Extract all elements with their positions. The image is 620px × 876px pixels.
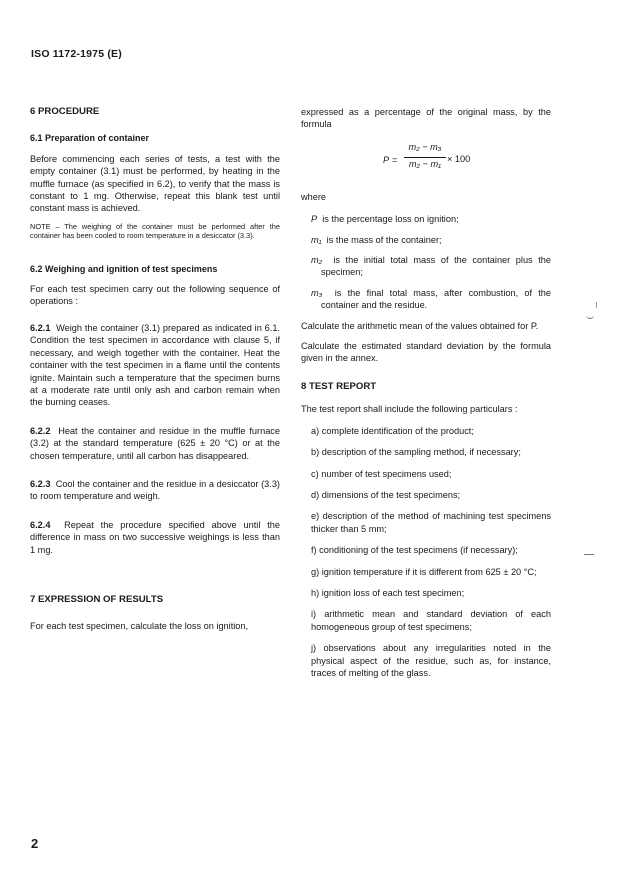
section-6-2-3-number: 6.2.3 bbox=[30, 478, 51, 489]
section-6-2-text: For each test specimen carry out the following sequence of operations : bbox=[30, 284, 280, 307]
section-6-2-3-text: Cool the container and the residue in a desiccator (3.3) to room temperature and weigh. bbox=[30, 478, 280, 502]
definition-symbol: m₂ bbox=[311, 255, 323, 266]
definition-symbol: m₃ bbox=[311, 287, 323, 298]
document-header: ISO 1172-1975 (E) bbox=[31, 48, 122, 60]
section-6-2-1-text: Weigh the container (3.1) prepared as indicated in 6.1. Condition the test specimen in accordance with clause 5, if necessary, and weigh together with the container. Heat the container with the test specimen in a flame until the contents ignite. Maintain such a temperature that the specimen burns at a moderate rate until only ash and carbon remain when the burning ceases. bbox=[30, 322, 280, 408]
section-6-1-note: NOTE – The weighing of the container must be performed after the container has been cooled to room temperature in a desiccator (3.3). bbox=[30, 221, 280, 241]
list-item: d) dimensions of the test specimens; bbox=[311, 489, 461, 500]
list-item: a) complete identification of the product; bbox=[311, 425, 474, 436]
left-column bbox=[30, 106, 280, 633]
section-6-2-4 bbox=[30, 519, 280, 556]
section-6-2-4-number: 6.2.4 bbox=[30, 519, 51, 530]
list-item: b) description of the sampling method, if necessary; bbox=[311, 447, 521, 458]
calculate-standard-deviation: Calculate the estimated standard deviation by the formula given in the annex. bbox=[301, 341, 551, 364]
definition-m2 bbox=[311, 254, 551, 279]
list-item: e) description of the method of machining test specimens thicker than 5 mm; bbox=[311, 511, 551, 534]
calculate-mean: Calculate the arithmetic mean of the values obtained for P. bbox=[301, 320, 539, 331]
report-items-list bbox=[301, 425, 551, 680]
list-item: i) arithmetic mean and standard deviation of each homogeneous group of test specimens; bbox=[311, 609, 551, 632]
section-8-intro: The test report shall include the following particulars : bbox=[301, 404, 518, 415]
formula-denominator: m₂ − m₁ bbox=[408, 158, 442, 169]
section-8-title: 8 TEST REPORT bbox=[301, 380, 377, 392]
right-column bbox=[301, 106, 551, 688]
formula-multiplier: × 100 bbox=[447, 153, 471, 164]
definition-p bbox=[311, 213, 551, 225]
formula-equals: = bbox=[392, 154, 398, 165]
definition-symbol: m₁ bbox=[311, 234, 322, 245]
section-6-2-1 bbox=[30, 322, 280, 409]
list-item: c) number of test specimens used; bbox=[311, 468, 452, 479]
section-6-title: 6 PROCEDURE bbox=[30, 106, 100, 117]
page-number: 2 bbox=[31, 836, 39, 851]
where-label: where bbox=[301, 191, 327, 202]
definition-symbol: P bbox=[311, 214, 318, 225]
scan-artifact-tick bbox=[596, 302, 597, 308]
section-6-1-title: 6.1 Preparation of container bbox=[30, 133, 150, 144]
section-6-2-1-number: 6.2.1 bbox=[30, 322, 51, 333]
formula-lhs: P bbox=[383, 154, 390, 165]
section-7-text: For each test specimen, calculate the loss on ignition, bbox=[30, 621, 249, 632]
section-6-1-text: Before commencing each series of tests, a test with the empty container (3.1) must be performed, by heating in the muffle furnace (as specified in 6.2), to verify that the mass is constant to 1 mg. Otherwise, repeat this blank test until constant mass is achieved. bbox=[30, 153, 280, 214]
scan-artifact-mark bbox=[586, 312, 594, 319]
definition-m1 bbox=[311, 234, 551, 246]
list-item: h) ignition loss of each test specimen; bbox=[311, 587, 465, 598]
definition-text: is the mass of the container; bbox=[326, 234, 442, 245]
list-item: f) conditioning of the test specimens (if necessary); bbox=[311, 545, 518, 556]
symbol-definitions bbox=[301, 213, 551, 311]
list-item: j) observations about any irregularities noted in the physical aspect of the residue, such as, for instance, traces of melting of the glass. bbox=[311, 643, 551, 678]
definition-text: is the initial total mass of the container plus the specimen; bbox=[321, 255, 551, 278]
section-6-2-4-text: Repeat the procedure specified above until the difference in mass on two successive weighings is less than 1 mg. bbox=[30, 519, 280, 555]
definition-text: is the final total mass, after combustion, of the container and the residue. bbox=[321, 287, 552, 311]
section-6-2-2-text: Heat the container and residue in the muffle furnace (3.2) at the standard temperature (625 ± 20 °C) or at the chosen temperature, until all carbon has disappeared. bbox=[30, 425, 281, 461]
section-6-2-title: 6.2 Weighing and ignition of test specimens bbox=[30, 263, 218, 274]
loss-on-ignition-formula bbox=[301, 141, 551, 179]
section-6-2-3 bbox=[30, 478, 280, 503]
scan-artifact-mark bbox=[584, 548, 594, 555]
formula-numerator: m₂ − m₃ bbox=[408, 141, 442, 152]
section-6-2-2 bbox=[30, 425, 280, 462]
list-item: g) ignition temperature if it is different from 625 ± 20 °C; bbox=[311, 566, 537, 577]
section-7-title: 7 EXPRESSION OF RESULTS bbox=[30, 593, 164, 605]
definition-m3 bbox=[311, 287, 551, 312]
section-6-2-2-number: 6.2.2 bbox=[30, 425, 51, 436]
formula-intro: expressed as a percentage of the original mass, by the formula bbox=[301, 107, 551, 130]
definition-text: is the percentage loss on ignition; bbox=[322, 214, 459, 225]
